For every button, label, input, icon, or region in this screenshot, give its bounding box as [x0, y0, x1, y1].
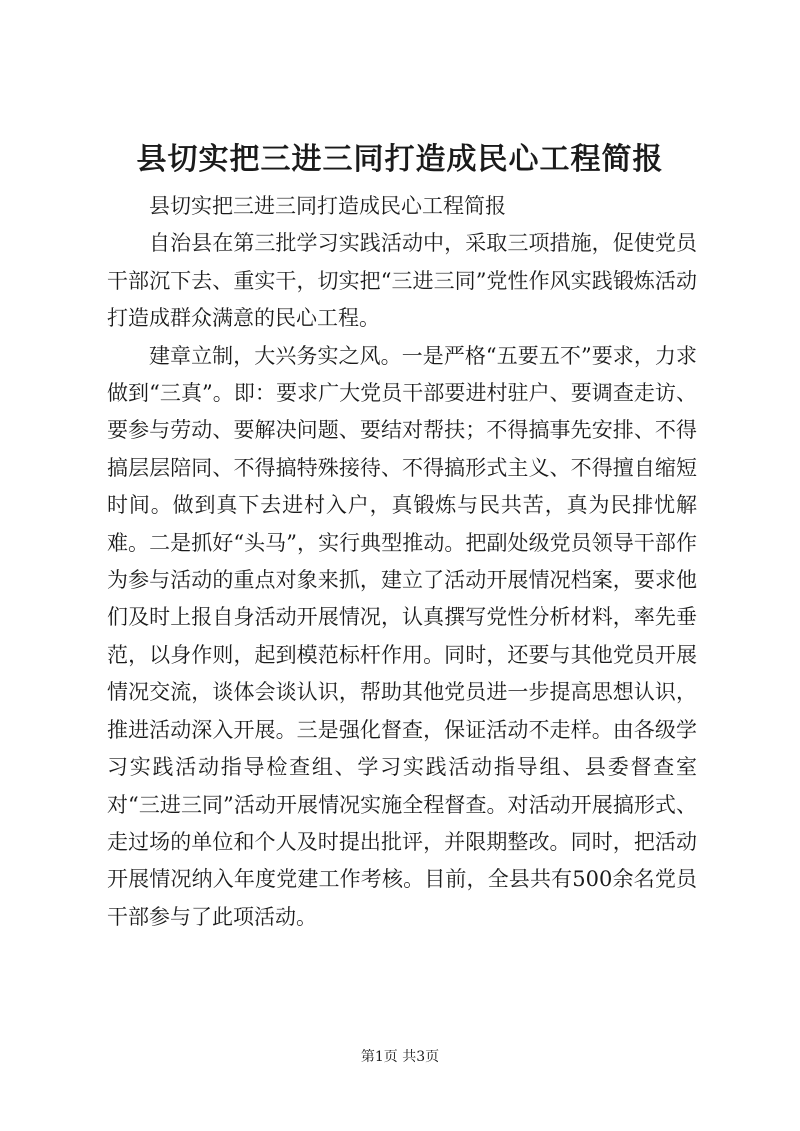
intro-paragraph: 自治县在第三批学习实践活动中，采取三项措施，促使党员干部沉下去、重实干，切实把“三进三同”党性作风实践锻炼活动打造成群众满意的民心工程。 — [107, 231, 697, 331]
document-title: 县切实把三进三同打造成民心工程简报 — [136, 142, 664, 177]
document-body — [107, 188, 697, 936]
subtitle-paragraph: 县切实把三进三同打造成民心工程简报 — [149, 194, 506, 218]
page-number-footer: 第1页 共3页 — [360, 1049, 440, 1065]
measures-paragraph: 建章立制，大兴务实之风。一是严格“五要五不”要求，力求做到“三真”。即：要求广大党员干部要进村驻户、要调查走访、要参与劳动、要解决问题、要结对帮扶；不得搞事先安排、不得搞层层陪同、不得搞特殊接待、不得搞形式主义、不得擅自缩短时间。做到真下去进村入户，真锻炼与民共苦，真为民排忧解难。二是抓好“头马”，实行典型推动。把副处级党员领导干部作为参与活动的重点对象来抓，建立了活动开展情况档案，要求他们及时上报自身活动开展情况，认真撰写党性分析材料，率先垂范，以身作则，起到模范标杆作用。同时，还要与其他党员开展情况交流，谈体会谈认识，帮助其他党员进一步提高思想认识，推进活动深入开展。三是强化督查，保证活动不走样。由各级学习实践活动指导检查组、学习实践活动指导组、县委督查室对“三进三同”活动开展情况实施全程督查。对活动开展搞形式、走过场的单位和个人及时提出批评，并限期整改。同时，把活动开展情况纳入年度党建工作考核。目前，全县共有500余名党员干部参与了此项活动。 — [107, 343, 697, 929]
